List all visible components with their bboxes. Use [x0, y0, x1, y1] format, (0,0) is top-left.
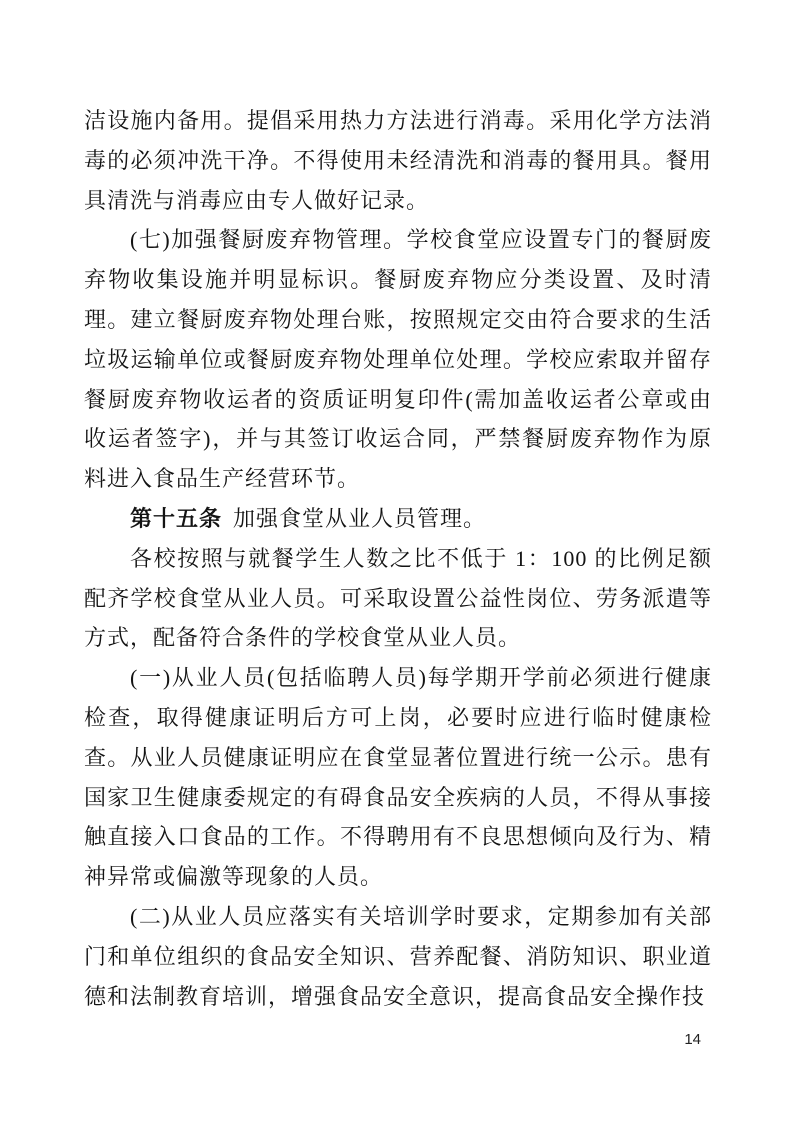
article-title: 加强食堂从业人员管理。	[233, 505, 487, 531]
paragraph-tableware-disinfection: 洁设施内备用。提倡采用热力方法进行消毒。采用化学方法消毒的必须冲洗干净。不得使用未经清洗和消毒的餐用具。餐用具清洗与消毒应由专人做好记录。	[84, 108, 712, 213]
paragraph-staffing-ratio: 各校按照与就餐学生人数之比不低于 1：100 的比例足额配齐学校食堂从业人员。可采取设置公益性岗位、劳务派遣等方式，配备符合条件的学校食堂从业人员。	[84, 545, 712, 651]
paragraph-health-certificates: (一)从业人员(包括临聘人员)每学期开学前必须进行健康检查，取得健康证明后方可上岗，必要时应进行临时健康检查。从业人员健康证明应在食堂显著位置进行统一公示。患有国家卫生健康委规定的有碍食品安全疾病的人员，不得从事接触直接入口食品的工作。不得聘用有不良思想倾向及行为、精神异常或偏激等现象的人员。	[84, 665, 712, 890]
page-number: 14	[684, 1031, 701, 1048]
paragraph-staff-training: (二)从业人员应落实有关培训学时要求，定期参加有关部门和单位组织的食品安全知识、营养配餐、消防知识、职业道德和法制教育培训，增强食品安全意识，提高食品安全操作技	[84, 903, 712, 1009]
document-body	[84, 101, 712, 1016]
article-number: 第十五条	[130, 505, 223, 531]
paragraph-article-15-heading	[84, 499, 712, 539]
paragraph-kitchen-waste-management: (七)加强餐厨废弃物管理。学校食堂应设置专门的餐厨废弃物收集设施并明显标识。餐厨废弃物应分类设置、及时清理。建立餐厨废弃物处理台账，按照规定交由符合要求的生活垃圾运输单位或餐厨废弃物处理单位处理。学校应索取并留存餐厨废弃物收运者的资质证明复印件(需加盖收运者公章或由收运者签字)，并与其签订收运合同，严禁餐厨废弃物作为原料进入食品生产经营环节。	[84, 227, 713, 492]
